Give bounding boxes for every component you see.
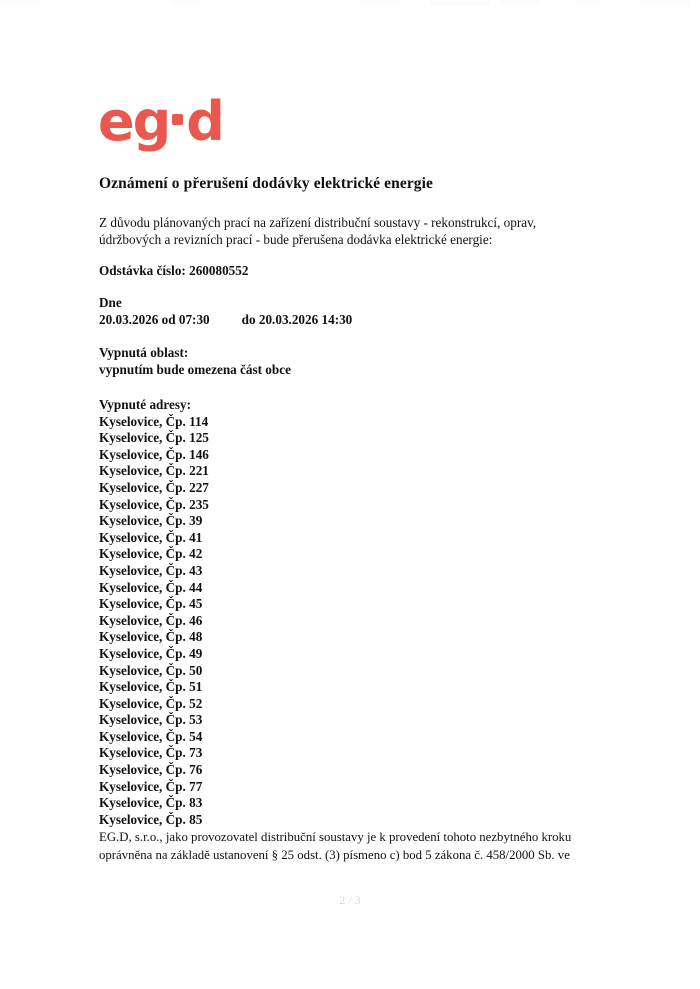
list-item: Kyselovice, Čp. 49 (99, 645, 203, 661)
list-item: Kyselovice, Čp. 73 (99, 745, 203, 761)
addresses-list (99, 414, 209, 829)
list-item: Kyselovice, Čp. 51 (99, 679, 203, 695)
date-from: 20.03.2026 od 07:30 (99, 311, 210, 327)
logo-dot-separator-icon (172, 114, 183, 125)
list-item: Kyselovice, Čp. 54 (99, 728, 203, 744)
list-item: Kyselovice, Čp. 45 (99, 596, 203, 612)
list-item: Kyselovice, Čp. 48 (99, 629, 203, 645)
area-description: vypnutím bude omezena část obce (99, 361, 291, 377)
intro-line-2: údržbových a revizních prací - bude přerušena dodávka elektrické energie: (99, 232, 493, 247)
area-section (99, 345, 291, 378)
legal-line-1: EG.D, s.r.o., jako provozovatel distribuční soustavy je k provedení tohoto nezbytného kroku (99, 830, 572, 844)
list-item: Kyselovice, Čp. 52 (99, 695, 203, 711)
addresses-section (99, 397, 209, 828)
list-item: Kyselovice, Čp. 50 (99, 662, 203, 678)
list-item: Kyselovice, Čp. 43 (99, 562, 203, 578)
list-item: Kyselovice, Čp. 76 (99, 762, 203, 778)
legal-notice (99, 829, 572, 864)
legal-line-2: oprávněna na základě ustanovení § 25 odst. (3) písmeno c) bod 5 zákona č. 458/2000 Sb. ve (99, 847, 570, 862)
outage-number: Odstávka číslo: 260080552 (99, 263, 249, 278)
list-item: Kyselovice, Čp. 53 (99, 712, 203, 728)
list-item: Kyselovice, Čp. 125 (99, 430, 209, 446)
list-item: Kyselovice, Čp. 42 (99, 546, 203, 562)
date-to: do 20.03.2026 14:30 (241, 311, 353, 327)
list-item: Kyselovice, Čp. 77 (99, 778, 203, 794)
logo-text-d: d (186, 90, 223, 153)
list-item: Kyselovice, Čp. 46 (99, 612, 203, 628)
list-item: Kyselovice, Čp. 41 (99, 529, 203, 545)
intro-paragraph (99, 214, 537, 248)
logo-text-eg: eg (98, 90, 170, 153)
list-item: Kyselovice, Čp. 114 (99, 413, 209, 429)
date-range (99, 312, 352, 329)
list-item: Kyselovice, Čp. 85 (99, 811, 203, 827)
list-item: Kyselovice, Čp. 83 (99, 795, 203, 811)
area-heading: Vypnutá oblast: (99, 345, 189, 360)
date-heading: Dne (99, 295, 122, 310)
list-item: Kyselovice, Čp. 44 (99, 579, 203, 595)
page-number: 2 / 3 (339, 893, 361, 907)
list-item: Kyselovice, Čp. 221 (99, 463, 209, 479)
list-item: Kyselovice, Čp. 227 (99, 479, 209, 495)
page-title: Oznámení o přerušení dodávky elektrické energie (99, 175, 434, 192)
intro-line-1: Z důvodu plánovaných prací na zařízení distribuční soustavy - rekonstrukcí, oprav, (99, 215, 537, 230)
date-section (99, 295, 352, 328)
list-item: Kyselovice, Čp. 235 (99, 496, 209, 512)
list-item: Kyselovice, Čp. 39 (99, 513, 203, 529)
egd-logo (98, 90, 223, 153)
addresses-heading: Vypnuté adresy: (99, 397, 191, 412)
list-item: Kyselovice, Čp. 146 (99, 446, 209, 462)
